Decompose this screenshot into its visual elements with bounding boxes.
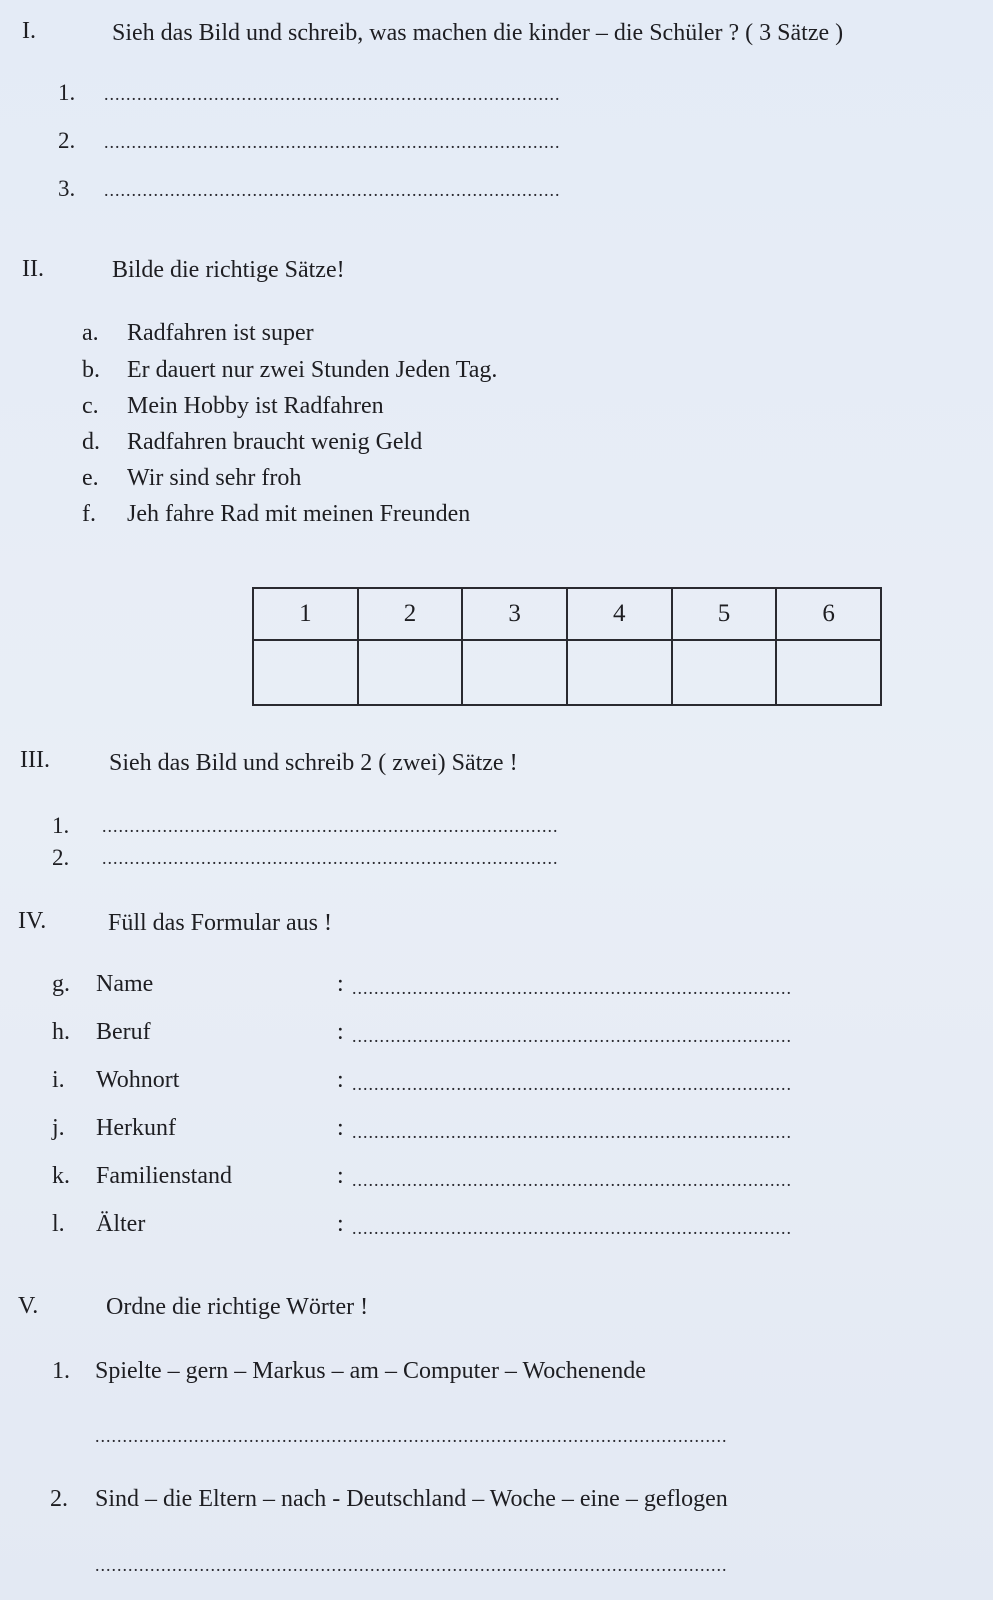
answer-table-header-4: 4 [567,588,672,640]
s5-item-2-answer[interactable]: ................................................................................................................... [95,1555,728,1575]
form-familienstand-colon: : [337,1163,344,1189]
s5-item-1-words: Spielte – gern – Markus – am – Computer – Wochenende [95,1358,646,1384]
form-familienstand-field[interactable]: ................................................................................ [352,1170,792,1190]
form-herkunf-label: Herkunf [96,1115,176,1141]
form-beruf-label: Beruf [96,1019,151,1045]
s2-item-e-letter: e. [82,465,99,491]
s1-line-2-answer[interactable]: ................................................................................... [104,132,561,152]
answer-table-answer-row [253,640,881,705]
s2-item-e-text: Wir sind sehr froh [127,465,302,491]
form-name-colon: : [337,971,344,997]
form-alter-colon: : [337,1211,344,1237]
answer-table [252,587,882,706]
form-herkunf-field[interactable]: ................................................................................ [352,1122,792,1142]
section-5-title: Ordne die richtige Wörter ! [106,1294,369,1320]
form-j-letter: j. [52,1115,65,1141]
s1-line-3-number: 3. [58,176,76,201]
section-2-title: Bilde die richtige Sätze! [112,257,345,283]
answer-cell-1[interactable] [253,640,358,705]
s2-item-a-text: Radfahren ist super [127,320,314,346]
s3-line-1-answer[interactable]: ................................................................................... [102,816,559,836]
s3-line-2-answer[interactable]: ................................................................................... [102,848,559,868]
answer-cell-4[interactable] [567,640,672,705]
form-wohnort-field[interactable]: ................................................................................ [352,1074,792,1094]
form-name-label: Name [96,971,154,997]
s2-item-b-text: Er dauert nur zwei Stunden Jeden Tag. [127,357,498,383]
s5-item-1-answer[interactable]: ................................................................................................................... [95,1426,728,1446]
form-h-letter: h. [52,1019,70,1045]
section-1-number: I. [22,18,36,44]
answer-table-header-5: 5 [672,588,777,640]
form-herkunf-colon: : [337,1115,344,1141]
s5-item-2-number: 2. [50,1486,68,1512]
section-4-number: IV. [18,908,47,934]
s2-item-d-letter: d. [82,429,100,455]
s2-item-a-letter: a. [82,320,99,346]
s2-item-f-text: Jeh fahre Rad mit meinen Freunden [127,501,471,527]
section-3-number: III. [20,747,50,773]
form-i-letter: i. [52,1067,65,1093]
section-3-title: Sieh das Bild und schreib 2 ( zwei) Sätze ! [109,750,518,776]
s1-line-3-answer[interactable]: ................................................................................... [104,180,561,200]
section-1-title: Sieh das Bild und schreib, was machen die kinder – die Schüler ? ( 3 Sätze ) [112,20,844,46]
section-2-number: II. [22,256,44,282]
form-g-letter: g. [52,971,70,997]
section-5-number: V. [18,1293,39,1319]
form-beruf-colon: : [337,1019,344,1045]
s1-line-2-number: 2. [58,128,76,153]
answer-table-header-row [253,588,881,640]
form-wohnort-label: Wohnort [96,1067,180,1093]
s2-item-d-text: Radfahren braucht wenig Geld [127,429,423,455]
s5-item-1-number: 1. [52,1358,70,1384]
s1-line-1-answer[interactable]: ................................................................................... [104,84,561,104]
answer-cell-6[interactable] [776,640,881,705]
form-wohnort-colon: : [337,1067,344,1093]
answer-table-header-3: 3 [462,588,567,640]
answer-table-header-2: 2 [358,588,463,640]
form-l-letter: l. [52,1211,65,1237]
s2-item-c-letter: c. [82,393,99,419]
section-4-title: Füll das Formular aus ! [108,910,332,936]
s2-item-b-letter: b. [82,357,100,383]
form-alter-label: Älter [96,1211,146,1237]
s2-item-c-text: Mein Hobby ist Radfahren [127,393,384,419]
s2-item-f-letter: f. [82,501,96,527]
answer-table-header-1: 1 [253,588,358,640]
s1-line-1-number: 1. [58,80,76,105]
s3-line-2-number: 2. [52,845,70,870]
s3-line-1-number: 1. [52,813,70,838]
form-k-letter: k. [52,1163,70,1189]
form-familienstand-label: Familienstand [96,1163,232,1189]
answer-cell-3[interactable] [462,640,567,705]
answer-table-header-6: 6 [776,588,881,640]
form-name-field[interactable]: ................................................................................ [352,978,792,998]
s5-item-2-words: Sind – die Eltern – nach - Deutschland – Woche – eine – geflogen [95,1486,728,1512]
form-alter-field[interactable]: ................................................................................ [352,1218,792,1238]
answer-cell-2[interactable] [358,640,463,705]
form-beruf-field[interactable]: ................................................................................ [352,1026,792,1046]
answer-cell-5[interactable] [672,640,777,705]
